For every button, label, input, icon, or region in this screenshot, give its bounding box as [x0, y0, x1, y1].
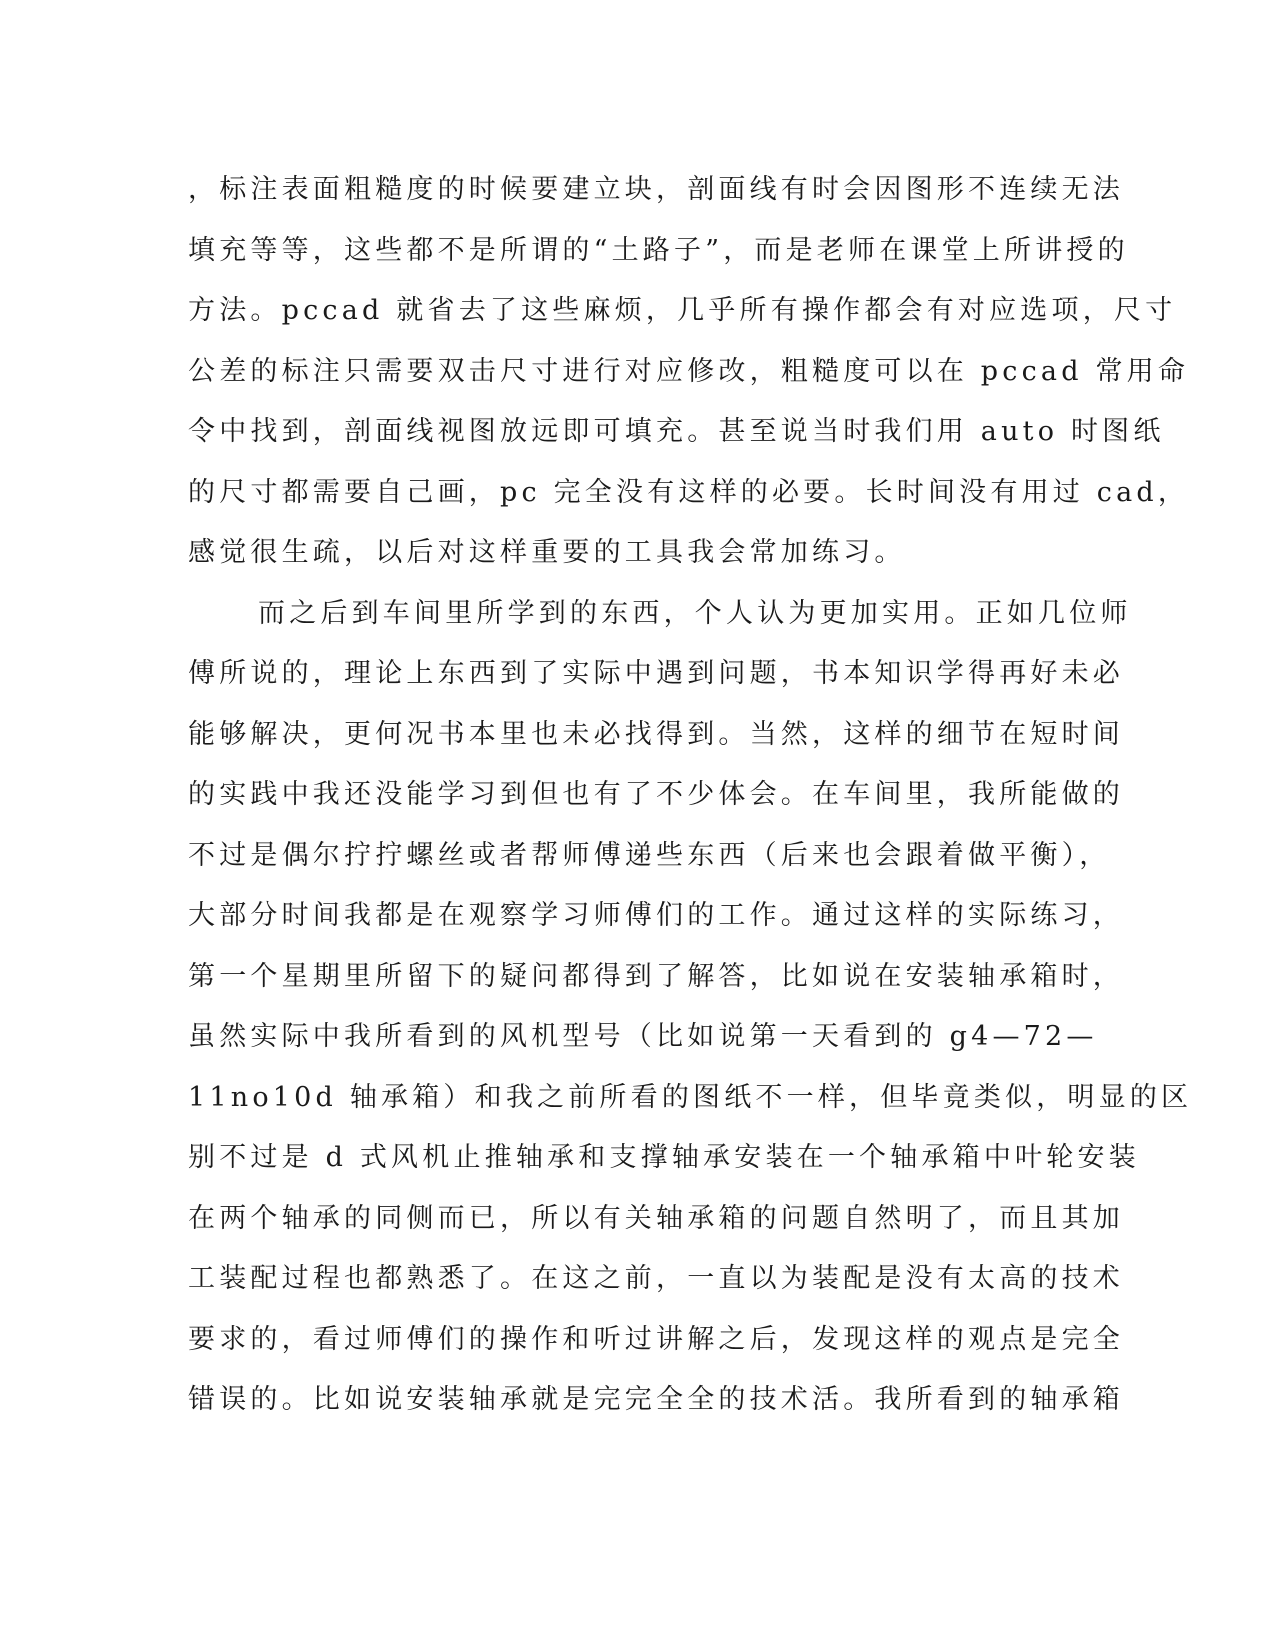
text-line: 的实践中我还没能学习到但也有了不少体会。在车间里，我所能做的	[188, 779, 1124, 810]
text-line: 虽然实际中我所看到的风机型号（比如说第一天看到的 g4—72—	[188, 1021, 1098, 1052]
paragraph-start-line: 而之后到车间里所学到的东西，个人认为更加实用。正如几位师	[258, 597, 1132, 629]
text-line: 11no10d 轴承箱）和我之前所看的图纸不一样，但毕竟类似，明显的区	[188, 1081, 1193, 1113]
body-text	[188, 160, 1193, 1431]
text-line: 错误的。比如说安装轴承就是完完全全的技术活。我所看到的轴承箱	[188, 1384, 1124, 1415]
text-line: 填充等等，这些都不是所谓的“土路子”，而是老师在课堂上所讲授的	[188, 234, 1129, 266]
text-line: 公差的标注只需要双击尺寸进行对应修改，粗糙度可以在 pccad 常用命	[188, 355, 1190, 387]
text-line: 别不过是 d 式风机止推轴承和支撑轴承安装在一个轴承箱中叶轮安装	[188, 1142, 1140, 1173]
text-line: 的尺寸都需要自己画，pc 完全没有这样的必要。长时间没有用过 cad，	[188, 476, 1190, 508]
text-line: 工装配过程也都熟悉了。在这之前，一直以为装配是没有太高的技术	[188, 1263, 1124, 1294]
text-line: 第一个星期里所留下的疑问都得到了解答，比如说在安装轴承箱时，	[188, 960, 1124, 992]
text-line: 傅所说的，理论上东西到了实际中遇到问题，书本知识学得再好未必	[188, 658, 1124, 689]
text-line: 大部分时间我都是在观察学习师傅们的工作。通过这样的实际练习，	[188, 900, 1124, 931]
text-line: 令中找到，剖面线视图放远即可填充。甚至说当时我们用 auto 时图纸	[188, 416, 1165, 447]
text-line: 不过是偶尔拧拧螺丝或者帮师傅递些东西（后来也会跟着做平衡），	[188, 839, 1111, 871]
text-line: 方法。pccad 就省去了这些麻烦，几乎所有操作都会有对应选项，尺寸	[188, 295, 1177, 326]
text-line: ，标注表面粗糙度的时候要建立块，剖面线有时会因图形不连续无法	[188, 174, 1124, 205]
text-line: 感觉很生疏，以后对这样重要的工具我会常加练习。	[188, 537, 906, 568]
text-line: 要求的，看过师傅们的操作和听过讲解之后，发现这样的观点是完全	[188, 1323, 1124, 1355]
text-line: 在两个轴承的同侧而已，所以有关轴承箱的问题自然明了，而且其加	[188, 1202, 1124, 1234]
text-line: 能够解决，更何况书本里也未必找得到。当然，这样的细节在短时间	[188, 718, 1124, 750]
